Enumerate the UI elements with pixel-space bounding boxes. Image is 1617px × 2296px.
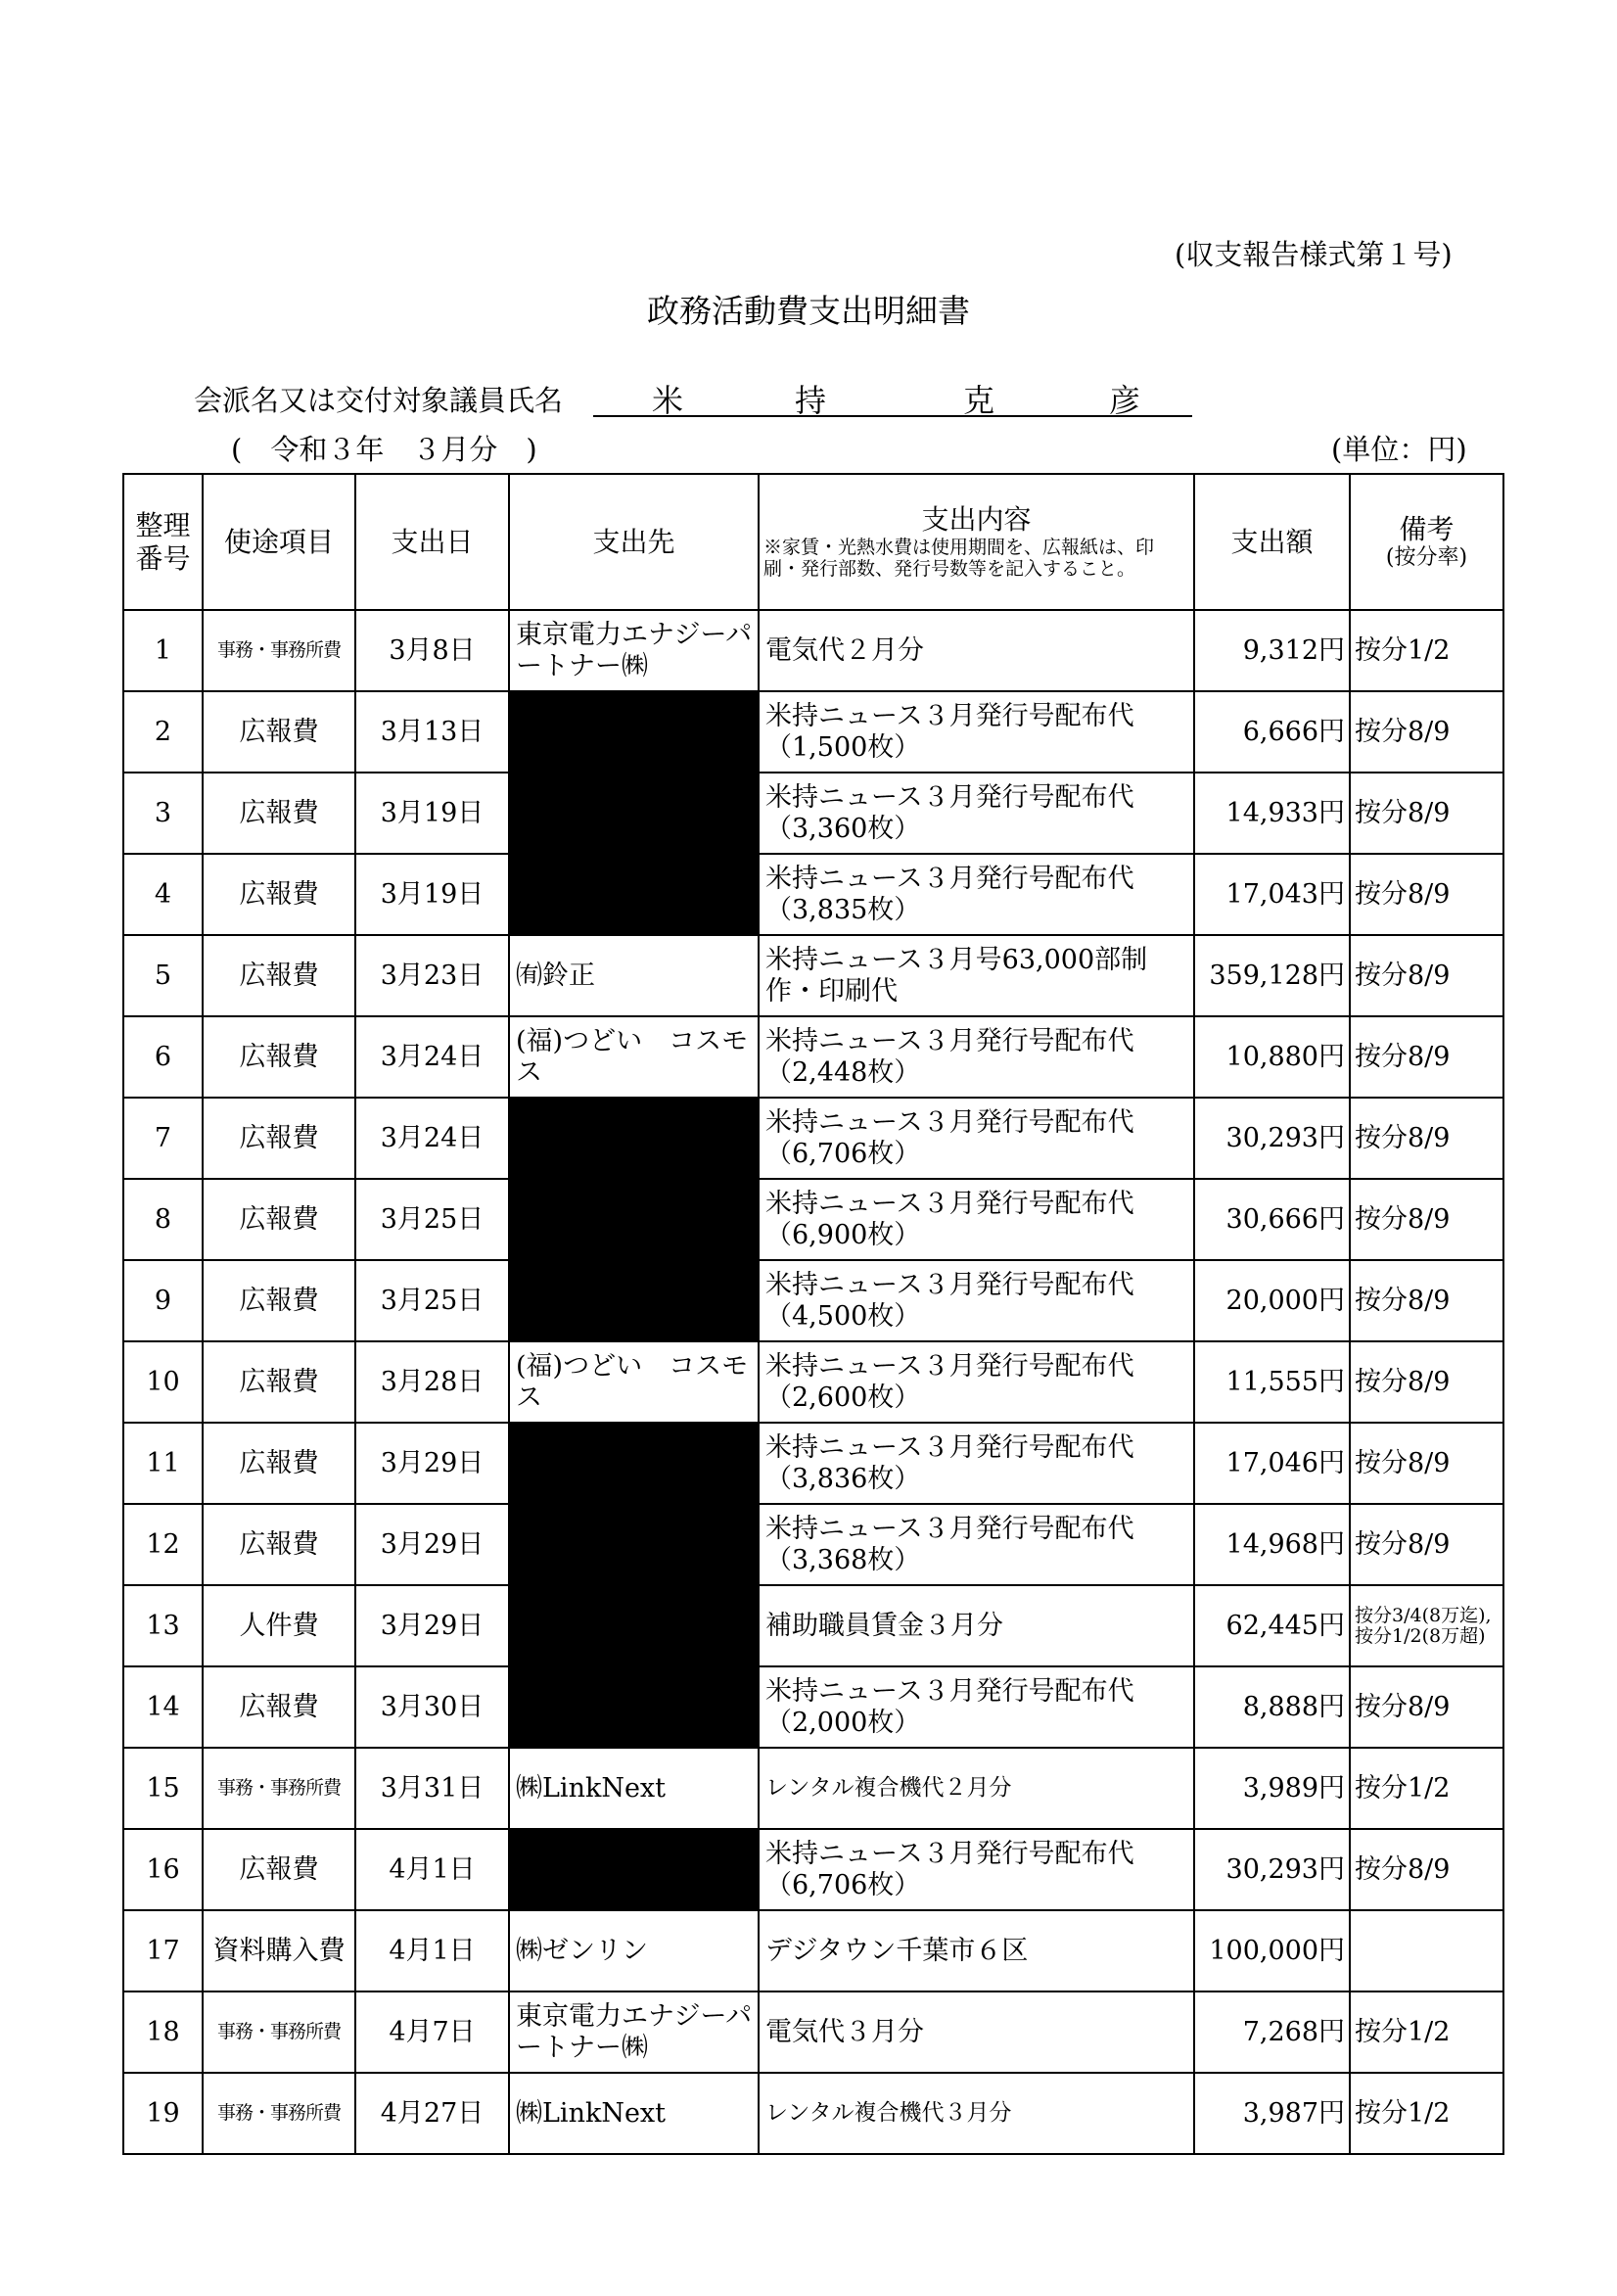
row-date: 4月7日 bbox=[355, 1991, 509, 2073]
row-description: 米持ニュース３月発行号配布代（3,836枚） bbox=[759, 1423, 1194, 1504]
row-number: 1 bbox=[123, 610, 203, 691]
col-header-payee: 支出先 bbox=[509, 474, 759, 610]
form-number: (収支報告様式第１号) bbox=[1175, 238, 1453, 271]
table-row bbox=[123, 610, 1503, 691]
col-header-no bbox=[123, 474, 203, 610]
row-date: 4月27日 bbox=[355, 2073, 509, 2154]
row-date: 3月29日 bbox=[355, 1504, 509, 1585]
table-row bbox=[123, 1991, 1503, 2073]
table-row bbox=[123, 1504, 1503, 1585]
row-category: 広報費 bbox=[203, 935, 355, 1016]
row-payee: 東京電力エナジーパートナー㈱ bbox=[509, 610, 759, 691]
expense-table bbox=[122, 473, 1504, 2155]
name-char-4: 彦 bbox=[1109, 382, 1141, 419]
row-note: 按分3/4(8万迄),按分1/2(8万超) bbox=[1350, 1585, 1503, 1666]
report-period: ( 令和３年 ３月分 ) bbox=[231, 433, 537, 466]
page-title: 政務活動費支出明細書 bbox=[647, 292, 970, 330]
row-number: 10 bbox=[123, 1341, 203, 1423]
row-category: 事務・事務所費 bbox=[203, 1991, 355, 2073]
table-header-row bbox=[123, 474, 1503, 610]
row-date: 3月24日 bbox=[355, 1098, 509, 1179]
row-category: 広報費 bbox=[203, 1341, 355, 1423]
row-amount: 3,989円 bbox=[1194, 1748, 1350, 1829]
name-char-2: 持 bbox=[795, 382, 827, 419]
table-row bbox=[123, 1098, 1503, 1179]
row-note: 按分8/9 bbox=[1350, 1423, 1503, 1504]
row-date: 4月1日 bbox=[355, 1829, 509, 1910]
row-amount: 9,312円 bbox=[1194, 610, 1350, 691]
row-description: デジタウン千葉市６区 bbox=[759, 1910, 1194, 1991]
row-date: 4月1日 bbox=[355, 1910, 509, 1991]
row-description: 米持ニュース３月発行号配布代（3,360枚） bbox=[759, 773, 1194, 854]
row-amount: 8,888円 bbox=[1194, 1666, 1350, 1748]
row-note: 按分8/9 bbox=[1350, 1666, 1503, 1748]
row-payee-redacted bbox=[509, 1504, 759, 1585]
row-date: 3月30日 bbox=[355, 1666, 509, 1748]
row-category: 広報費 bbox=[203, 1666, 355, 1748]
row-description: 米持ニュース３月発行号配布代（6,900枚） bbox=[759, 1179, 1194, 1260]
row-date: 3月25日 bbox=[355, 1179, 509, 1260]
row-payee: (福)つどい コスモス bbox=[509, 1016, 759, 1098]
row-payee: ㈱ゼンリン bbox=[509, 1910, 759, 1991]
row-category: 広報費 bbox=[203, 773, 355, 854]
row-note: 按分1/2 bbox=[1350, 610, 1503, 691]
row-date: 3月24日 bbox=[355, 1016, 509, 1098]
name-underline bbox=[593, 382, 1192, 419]
row-payee: ㈱LinkNext bbox=[509, 2073, 759, 2154]
row-description: 米持ニュース３月発行号配布代（3,835枚） bbox=[759, 854, 1194, 935]
row-date: 3月19日 bbox=[355, 773, 509, 854]
row-amount: 30,293円 bbox=[1194, 1098, 1350, 1179]
row-description: レンタル複合機代３月分 bbox=[759, 2073, 1194, 2154]
row-description: 米持ニュース３月発行号配布代（3,368枚） bbox=[759, 1504, 1194, 1585]
row-note bbox=[1350, 1910, 1503, 1991]
row-description: 米持ニュース３月発行号配布代（2,000枚） bbox=[759, 1666, 1194, 1748]
row-number: 9 bbox=[123, 1260, 203, 1341]
row-note: 按分8/9 bbox=[1350, 935, 1503, 1016]
col-header-no-label: 整理番号 bbox=[135, 508, 191, 575]
row-payee-redacted bbox=[509, 854, 759, 935]
row-number: 16 bbox=[123, 1829, 203, 1910]
row-amount: 62,445円 bbox=[1194, 1585, 1350, 1666]
row-note: 按分8/9 bbox=[1350, 1260, 1503, 1341]
row-date: 3月29日 bbox=[355, 1423, 509, 1504]
row-amount: 30,666円 bbox=[1194, 1179, 1350, 1260]
row-note: 按分8/9 bbox=[1350, 854, 1503, 935]
table-row bbox=[123, 1341, 1503, 1423]
row-payee-redacted bbox=[509, 1423, 759, 1504]
row-description: 米持ニュース３月発行号配布代（6,706枚） bbox=[759, 1098, 1194, 1179]
row-amount: 10,880円 bbox=[1194, 1016, 1350, 1098]
row-amount: 17,046円 bbox=[1194, 1423, 1350, 1504]
row-number: 17 bbox=[123, 1910, 203, 1991]
row-number: 8 bbox=[123, 1179, 203, 1260]
row-amount: 100,000円 bbox=[1194, 1910, 1350, 1991]
row-number: 19 bbox=[123, 2073, 203, 2154]
row-note: 按分8/9 bbox=[1350, 1504, 1503, 1585]
col-header-note-sub: (按分率) bbox=[1385, 545, 1468, 571]
row-amount: 11,555円 bbox=[1194, 1341, 1350, 1423]
col-header-note-label: 備考 bbox=[1399, 512, 1455, 545]
row-payee-redacted bbox=[509, 1666, 759, 1748]
row-note: 按分8/9 bbox=[1350, 773, 1503, 854]
row-category: 事務・事務所費 bbox=[203, 1748, 355, 1829]
row-description: 米持ニュース３月発行号配布代（2,448枚） bbox=[759, 1016, 1194, 1098]
table-row bbox=[123, 854, 1503, 935]
row-description: 補助職員賃金３月分 bbox=[759, 1585, 1194, 1666]
col-header-note bbox=[1350, 474, 1503, 610]
name-char-1: 米 bbox=[652, 382, 684, 419]
row-category: 広報費 bbox=[203, 1504, 355, 1585]
row-payee-redacted bbox=[509, 1179, 759, 1260]
table-row bbox=[123, 773, 1503, 854]
table-row bbox=[123, 1829, 1503, 1910]
row-payee-redacted bbox=[509, 1098, 759, 1179]
table-row bbox=[123, 1666, 1503, 1748]
table-row bbox=[123, 1748, 1503, 1829]
row-note: 按分8/9 bbox=[1350, 691, 1503, 773]
row-number: 5 bbox=[123, 935, 203, 1016]
row-number: 2 bbox=[123, 691, 203, 773]
row-payee: (福)つどい コスモス bbox=[509, 1341, 759, 1423]
row-date: 3月19日 bbox=[355, 854, 509, 935]
row-payee-redacted bbox=[509, 691, 759, 773]
row-category: 広報費 bbox=[203, 1179, 355, 1260]
row-amount: 20,000円 bbox=[1194, 1260, 1350, 1341]
table-row bbox=[123, 1260, 1503, 1341]
table-row bbox=[123, 691, 1503, 773]
row-payee: 東京電力エナジーパートナー㈱ bbox=[509, 1991, 759, 2073]
row-number: 18 bbox=[123, 1991, 203, 2073]
row-description: 米持ニュース３月号63,000部制作・印刷代 bbox=[759, 935, 1194, 1016]
table-row bbox=[123, 2073, 1503, 2154]
row-payee-redacted bbox=[509, 1829, 759, 1910]
row-amount: 3,987円 bbox=[1194, 2073, 1350, 2154]
row-description: レンタル複合機代２月分 bbox=[759, 1748, 1194, 1829]
row-category: 広報費 bbox=[203, 1423, 355, 1504]
row-description: 電気代２月分 bbox=[759, 610, 1194, 691]
row-description: 米持ニュース３月発行号配布代（6,706枚） bbox=[759, 1829, 1194, 1910]
row-category: 広報費 bbox=[203, 1829, 355, 1910]
row-date: 3月8日 bbox=[355, 610, 509, 691]
row-note: 按分1/2 bbox=[1350, 1991, 1503, 2073]
row-number: 11 bbox=[123, 1423, 203, 1504]
row-note: 按分1/2 bbox=[1350, 2073, 1503, 2154]
row-number: 15 bbox=[123, 1748, 203, 1829]
name-char-3: 克 bbox=[963, 382, 995, 419]
row-amount: 17,043円 bbox=[1194, 854, 1350, 935]
row-category: 広報費 bbox=[203, 854, 355, 935]
row-number: 6 bbox=[123, 1016, 203, 1098]
table-row bbox=[123, 1179, 1503, 1260]
row-number: 14 bbox=[123, 1666, 203, 1748]
row-amount: 6,666円 bbox=[1194, 691, 1350, 773]
col-header-desc bbox=[759, 474, 1194, 610]
row-note: 按分8/9 bbox=[1350, 1179, 1503, 1260]
table-row bbox=[123, 1585, 1503, 1666]
table-body bbox=[123, 610, 1503, 2154]
row-amount: 30,293円 bbox=[1194, 1829, 1350, 1910]
row-note: 按分8/9 bbox=[1350, 1016, 1503, 1098]
row-description: 電気代３月分 bbox=[759, 1991, 1194, 2073]
row-payee: ㈲鈴正 bbox=[509, 935, 759, 1016]
table-row bbox=[123, 1016, 1503, 1098]
row-category: 事務・事務所費 bbox=[203, 610, 355, 691]
row-note: 按分8/9 bbox=[1350, 1098, 1503, 1179]
row-number: 12 bbox=[123, 1504, 203, 1585]
row-number: 4 bbox=[123, 854, 203, 935]
row-date: 3月23日 bbox=[355, 935, 509, 1016]
table-row bbox=[123, 1423, 1503, 1504]
row-amount: 359,128円 bbox=[1194, 935, 1350, 1016]
row-category: 人件費 bbox=[203, 1585, 355, 1666]
currency-unit: (単位：円) bbox=[1331, 433, 1467, 466]
row-amount: 7,268円 bbox=[1194, 1991, 1350, 2073]
row-payee-redacted bbox=[509, 1585, 759, 1666]
row-payee-redacted bbox=[509, 773, 759, 854]
col-header-date: 支出日 bbox=[355, 474, 509, 610]
row-note: 按分8/9 bbox=[1350, 1341, 1503, 1423]
name-label: 会派名又は交付対象議員氏名 bbox=[194, 384, 564, 417]
row-date: 3月13日 bbox=[355, 691, 509, 773]
row-description: 米持ニュース３月発行号配布代（4,500枚） bbox=[759, 1260, 1194, 1341]
col-header-amount: 支出額 bbox=[1194, 474, 1350, 610]
row-note: 按分1/2 bbox=[1350, 1748, 1503, 1829]
row-description: 米持ニュース３月発行号配布代（2,600枚） bbox=[759, 1341, 1194, 1423]
col-header-category: 使途項目 bbox=[203, 474, 355, 610]
row-category: 広報費 bbox=[203, 1098, 355, 1179]
row-number: 3 bbox=[123, 773, 203, 854]
row-payee-redacted bbox=[509, 1260, 759, 1341]
row-payee: ㈱LinkNext bbox=[509, 1748, 759, 1829]
row-number: 7 bbox=[123, 1098, 203, 1179]
col-header-desc-note: ※家賃・光熱水費は使用期間を、広報紙は、印刷・発行部数、発行号数等を記入すること。 bbox=[763, 536, 1155, 581]
col-header-desc-label: 支出内容 bbox=[921, 502, 1032, 536]
row-amount: 14,933円 bbox=[1194, 773, 1350, 854]
row-date: 3月29日 bbox=[355, 1585, 509, 1666]
row-category: 広報費 bbox=[203, 691, 355, 773]
table-row bbox=[123, 1910, 1503, 1991]
row-amount: 14,968円 bbox=[1194, 1504, 1350, 1585]
row-category: 広報費 bbox=[203, 1260, 355, 1341]
row-note: 按分8/9 bbox=[1350, 1829, 1503, 1910]
row-description: 米持ニュース３月発行号配布代（1,500枚） bbox=[759, 691, 1194, 773]
row-number: 13 bbox=[123, 1585, 203, 1666]
row-category: 事務・事務所費 bbox=[203, 2073, 355, 2154]
row-category: 資料購入費 bbox=[203, 1910, 355, 1991]
table-row bbox=[123, 935, 1503, 1016]
row-category: 広報費 bbox=[203, 1016, 355, 1098]
row-date: 3月25日 bbox=[355, 1260, 509, 1341]
row-date: 3月28日 bbox=[355, 1341, 509, 1423]
row-date: 3月31日 bbox=[355, 1748, 509, 1829]
